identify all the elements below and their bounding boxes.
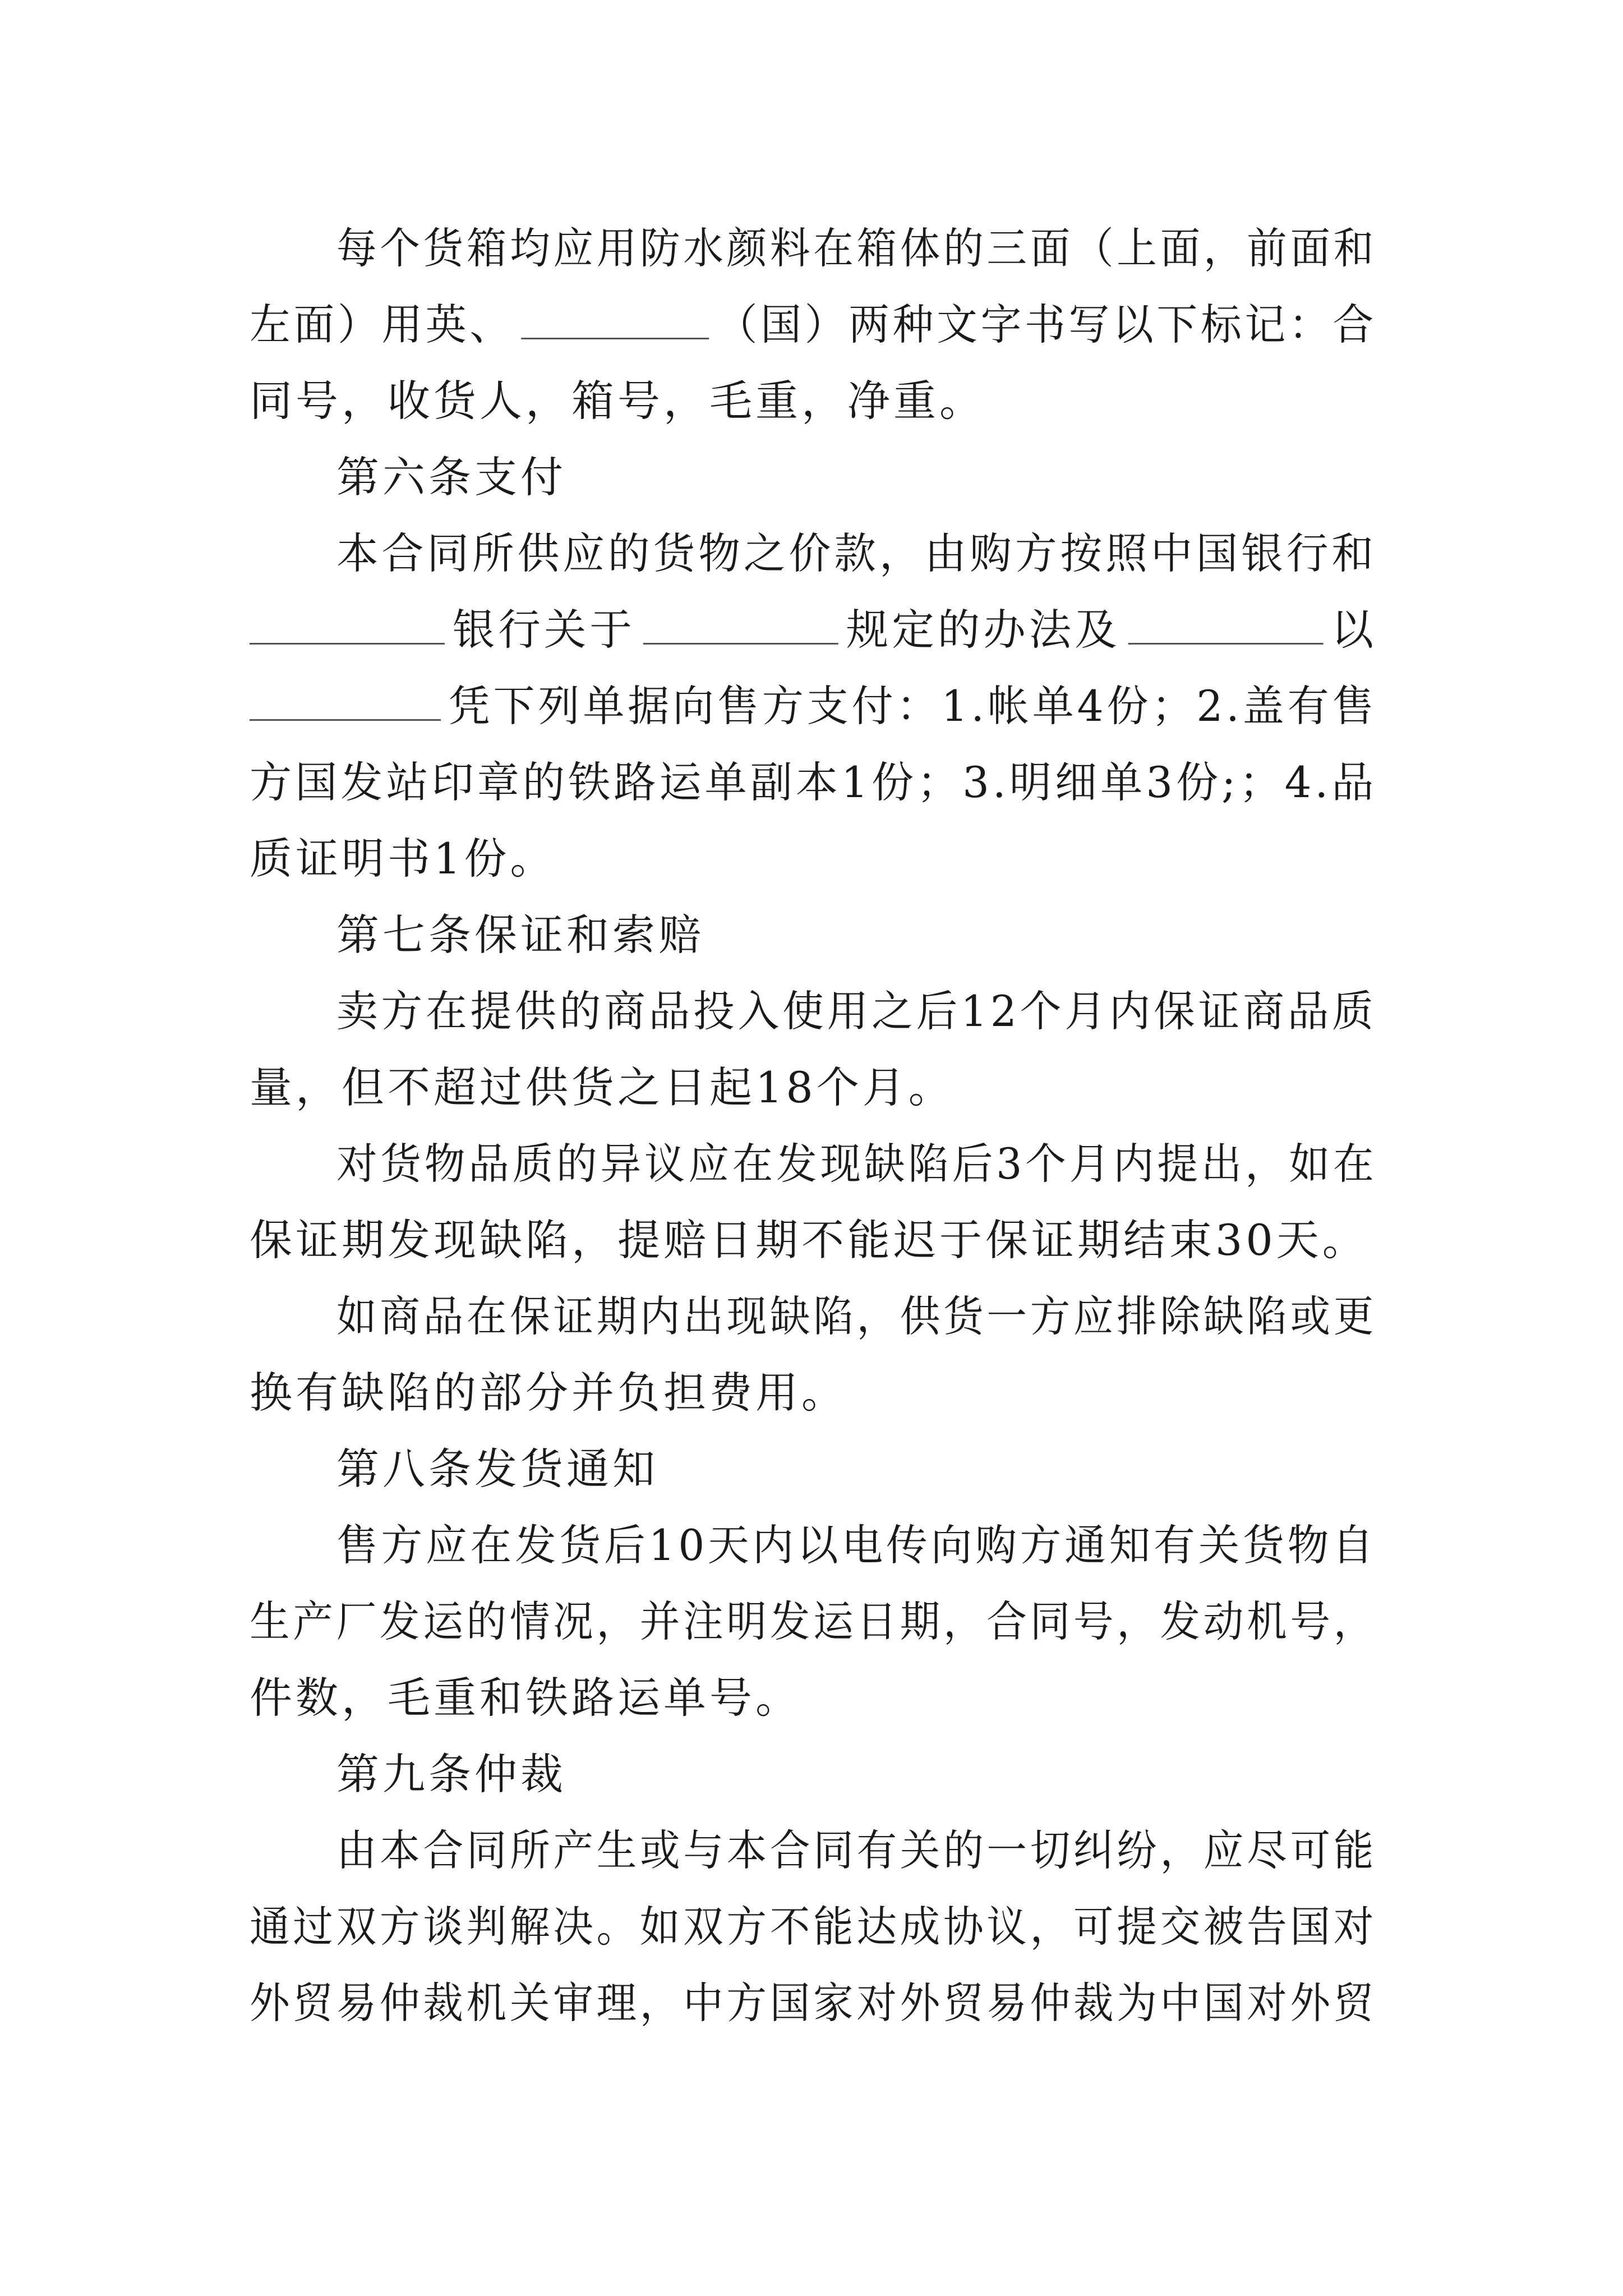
paragraph-line: 保证期发现缺陷，提赔日期不能迟于保证期结束30天。 <box>250 1215 1368 1265</box>
paragraph-line: 如商品在保证期内出现缺陷，供货一方应排除缺陷或更 <box>336 1291 1377 1341</box>
paragraph-line: 同号，收货人，箱号，毛重，净重。 <box>250 376 985 426</box>
paragraph-line: 售方应在发货后10天内以电传向购方通知有关货物自 <box>336 1520 1377 1570</box>
paragraph-line: 本合同所供应的货物之价款，由购方按照中国银行和 <box>336 528 1377 578</box>
paragraph-line: 换有缺陷的部分并负担费用。 <box>250 1368 847 1418</box>
paragraph-line: 通过双方谈判解决。如双方不能达成协议，可提交被告国对 <box>250 1902 1377 1952</box>
paragraph-line: 每个货箱均应用防水颜料在箱体的三面（上面，前面和 <box>336 223 1377 273</box>
paragraph-line: 生产厂发运的情况，并注明发运日期，合同号，发动机号， <box>250 1596 1377 1646</box>
fill-blank <box>1128 609 1324 645</box>
paragraph-line: 质证明书1份。 <box>250 834 556 884</box>
section-heading: 第六条支付 <box>336 452 566 502</box>
paragraph-line: 对货物品质的异议应在发现缺陷后3个月内提出，如在 <box>336 1139 1377 1189</box>
section-heading: 第八条发货通知 <box>336 1444 658 1494</box>
paragraph-line: 凭下列单据向售方支付：1.帐单4份；2.盖有售 <box>250 668 1377 744</box>
paragraph-line: 左面）用英、 （国）两种文字书写以下标记：合 <box>250 300 1377 349</box>
paragraph-line: 由本合同所产生或与本合同有关的一切纠纷，应尽可能 <box>336 1825 1377 1875</box>
contract-text <box>250 210 1377 2041</box>
paragraph-line: 银行关于 规定的办法及 以 <box>250 592 1377 668</box>
fill-blank <box>250 685 441 721</box>
fill-blank <box>250 609 445 645</box>
fill-blank <box>521 304 709 339</box>
paragraph-line: 量，但不超过供货之日起18个月。 <box>250 1062 955 1112</box>
paragraph-line: 外贸易仲裁机关审理，中方国家对外贸易仲裁为中国对外贸 <box>250 1978 1377 2028</box>
paragraph-line: 卖方在提供的商品投入使用之后12个月内保证商品质 <box>336 986 1377 1036</box>
section-heading: 第九条仲裁 <box>336 1749 566 1799</box>
fill-blank <box>643 609 838 645</box>
paragraph-line: 件数，毛重和铁路运单号。 <box>250 1673 801 1723</box>
section-heading: 第七条保证和索赔 <box>336 910 704 960</box>
paragraph-line: 方国发站印章的铁路运单副本1份；3.明细单3份;；4.品 <box>250 757 1377 807</box>
